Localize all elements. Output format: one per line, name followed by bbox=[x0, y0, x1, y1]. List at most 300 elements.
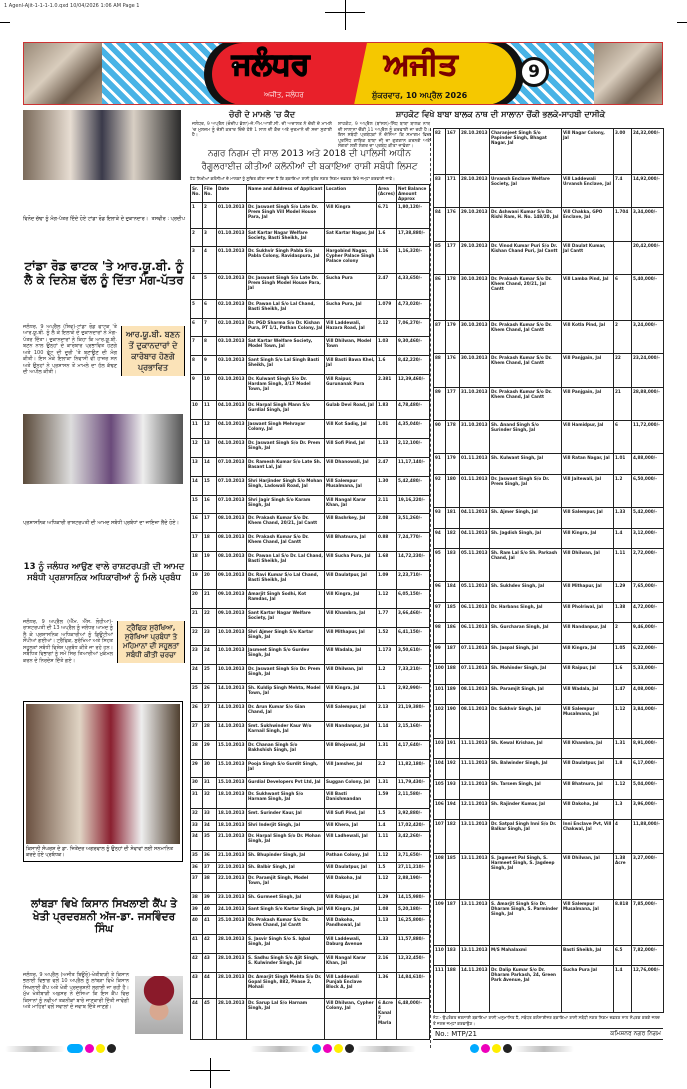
table-cell: 1.2 bbox=[614, 474, 632, 507]
table-cell: 1.38 Acre bbox=[614, 853, 632, 899]
table-row bbox=[434, 705, 664, 738]
masthead-logo bbox=[204, 42, 524, 105]
table-cell: 01.11.2013 bbox=[460, 474, 490, 507]
table-row bbox=[191, 202, 430, 228]
table-cell: 2 bbox=[614, 623, 632, 643]
table-cell: 1.704 bbox=[614, 208, 632, 241]
table-cell: 4,33,650/- bbox=[397, 273, 430, 299]
table-cell: Vill Kingra, Jal bbox=[325, 589, 377, 608]
table-cell: 87 bbox=[434, 321, 446, 354]
table-cell: 25 bbox=[203, 665, 217, 684]
notice-block bbox=[190, 148, 429, 1040]
table-cell: Vill Bhatnura, Jal bbox=[325, 533, 377, 552]
table-row bbox=[434, 421, 664, 454]
table-cell: Vill Dakoha, Jal bbox=[325, 874, 377, 893]
table-row bbox=[434, 779, 664, 799]
table-cell: 13.11.2013 bbox=[460, 820, 490, 853]
signatory: ਕਮਿਸ਼ਨਰ ਨਗਰ ਨਿਗਮ bbox=[610, 1030, 661, 1037]
table-cell: 6 bbox=[203, 299, 217, 318]
table-row bbox=[434, 738, 664, 758]
table-cell: 92 bbox=[434, 474, 446, 507]
table-cell: 1.4 bbox=[377, 820, 397, 832]
table-cell: Vill Hamidpur, Jal bbox=[562, 421, 614, 454]
table-cell: 26 bbox=[203, 684, 217, 703]
table-cell: 178 bbox=[446, 421, 460, 454]
table-row bbox=[191, 999, 430, 1040]
table-cell: 14,72,230/- bbox=[397, 552, 430, 571]
table-cell: 15.10.2013 bbox=[217, 778, 247, 790]
table-cell: 96 bbox=[434, 582, 446, 602]
table-cell: Vill Bhojowal, Jal bbox=[325, 740, 377, 759]
notice-block-right bbox=[433, 128, 663, 1040]
table-cell: 110 bbox=[434, 946, 446, 966]
table-cell: 1.3 bbox=[614, 800, 632, 820]
table-cell: 10 bbox=[191, 401, 203, 420]
table-cell: 187 bbox=[446, 643, 460, 663]
table-cell: 29.10.2013 bbox=[460, 208, 490, 241]
table-cell: 1.33 bbox=[614, 508, 632, 528]
table-cell: Vill Dakoha, Jal bbox=[562, 800, 614, 820]
table-cell: 35 bbox=[191, 851, 203, 863]
table-cell: 9,30,460/- bbox=[397, 337, 430, 356]
table-cell: 86 bbox=[434, 275, 446, 321]
table-cell: 33 bbox=[191, 820, 203, 832]
table-cell: 32 bbox=[203, 790, 217, 809]
table-cell: Vill Dhilwan, Jal bbox=[562, 549, 614, 582]
column-header: File No. bbox=[203, 184, 217, 202]
table-cell: 11.11.2013 bbox=[460, 738, 490, 758]
table-row bbox=[434, 175, 664, 208]
table-cell: Vill Ratan Nagar, Jal bbox=[562, 454, 614, 474]
table-cell: 01.11.2013 bbox=[460, 454, 490, 474]
table-row bbox=[191, 401, 430, 420]
table-cell: Dr. Kulwant Singh S/o Dr. Hardam Singh, 3/17 Model Town, Jal bbox=[247, 375, 325, 401]
table-cell: Dr. Ashwani Kumar S/o Dr. Rishi Ram, H. No. 148/20, Jal bbox=[490, 208, 562, 241]
table-cell: 18 bbox=[191, 552, 203, 571]
table-cell: 4,88,000/- bbox=[632, 454, 664, 474]
table-cell: 1.12 bbox=[614, 705, 632, 738]
column-divider bbox=[430, 128, 431, 1048]
table-cell: 2.12 bbox=[377, 318, 397, 337]
table-cell: 187 bbox=[446, 899, 460, 945]
table-cell: Sant Singh S/o Kartar Singh, Jal bbox=[247, 904, 325, 916]
table-cell: 3,50,610/- bbox=[397, 646, 430, 665]
pull-quote: ਟ੍ਰੈਫਿਕ ਸੁਰੱਖਿਆ, ਸੁਰੱਖਿਆ ਪ੍ਰਬੰਧਾਂ ਤੇ ਮਹਿਮਾਨਾਂ ਦੀ ਸਹੂਲਤਾਂ ਸਬੰਧੀ ਕੀਤੀ ਚਰਚਾ bbox=[117, 621, 185, 663]
table-cell: 07.10.2013 bbox=[217, 495, 247, 514]
table-cell: 9 bbox=[203, 356, 217, 375]
tagline: ਅਜੀਤ, ਜਲੰਧਰ bbox=[264, 91, 304, 99]
table-cell: 111 bbox=[434, 966, 446, 1013]
portrait-photo bbox=[133, 974, 185, 1036]
table-cell: Dr. Sukhvir Singh, Jal bbox=[490, 705, 562, 738]
table-cell: 04.10.2013 bbox=[217, 401, 247, 420]
table-row bbox=[191, 571, 430, 590]
table-cell: 6,22,000/- bbox=[632, 643, 664, 663]
table-row bbox=[434, 354, 664, 387]
table-cell: 44 bbox=[191, 999, 203, 1040]
table-cell: 2 bbox=[614, 321, 632, 354]
table-cell: 6,50,000/- bbox=[632, 474, 664, 507]
table-cell: 12 bbox=[191, 439, 203, 458]
table-cell: 6 bbox=[614, 421, 632, 454]
table-cell: 7,85,000/- bbox=[632, 899, 664, 945]
table-cell: Vill Pholriwal, Jal bbox=[562, 602, 614, 622]
table-cell: Sh. Jagdish Singh, Jal bbox=[490, 528, 562, 548]
photo-credit: ਤਸਵੀਰ : ਪ੍ਰਦੀਪ bbox=[151, 216, 185, 223]
table-row bbox=[191, 495, 430, 514]
table-row bbox=[191, 820, 430, 832]
table-cell: 14 bbox=[203, 457, 217, 476]
table-cell: 5 bbox=[191, 299, 203, 318]
table-cell: Vill Salempur Musalmana, Jal bbox=[562, 705, 614, 738]
table-cell: Dr. Jaswant Singh S/o Dr. Prem Singh, Jal bbox=[490, 474, 562, 507]
table-cell: Dr. Prakash Kumar S/o Dr. Khem Chand, Jal Cantt bbox=[490, 354, 562, 387]
table-cell: 1.77 bbox=[377, 608, 397, 627]
table-cell: Dr. Jaswant Singh S/o Late Dr. Prem Singh Model House Para, Jal bbox=[247, 273, 325, 299]
table-cell: Suggan Colony, Jal bbox=[325, 778, 377, 790]
table-cell: Sh. Tarsem Singh, Jal bbox=[490, 779, 562, 799]
table-cell: 109 bbox=[434, 899, 446, 945]
table-cell: Smt. Sukhwinder Kaur W/o Karnail Singh, Jal bbox=[247, 721, 325, 740]
table-cell: 27 bbox=[203, 703, 217, 722]
table-cell: Sh. Kewal Krishan, Jal bbox=[490, 738, 562, 758]
table-cell: 4,73,020/- bbox=[397, 299, 430, 318]
table-row bbox=[434, 474, 664, 507]
table-cell: Pathan Colony, Jal bbox=[325, 851, 377, 863]
table-cell: 5 bbox=[203, 273, 217, 299]
table-row bbox=[191, 514, 430, 533]
table-cell: Sh. Mohinder Singh, Jal bbox=[490, 664, 562, 684]
table-cell: 1.2 bbox=[377, 665, 397, 684]
table-cell: Vill Kingra, Jal bbox=[562, 643, 614, 663]
photo-caption: ਕਿਸਾਨੀ ਸੰਘਰਸ਼ ਦੇ ਡਾ. ਜਿਤੇਂਦਰ ਅਗਰਵਾਲ ਨੂੰ ਉਨ੍ਹਾਂ ਦੀ ਸੇਵਾਵਾਂ ਲਈ ਸਨਮਾਨਿਤ ਕਰਦੇ ਹੋਏ ਪ੍ਰਬੰਧਕ। bbox=[26, 845, 174, 859]
table-cell: Vill Laddewali Urvansh Enclave, Jal bbox=[562, 175, 614, 208]
table-cell: Shri Inderjit Singh, Jal bbox=[247, 820, 325, 832]
table-row bbox=[434, 966, 664, 1013]
table-cell: 5,04,000/- bbox=[632, 779, 664, 799]
table-cell: 6 bbox=[191, 318, 203, 337]
table-cell: 1.12 bbox=[377, 851, 397, 863]
building-photo-left bbox=[24, 43, 102, 105]
table-cell: 2.16 bbox=[377, 954, 397, 973]
table-cell: 16 bbox=[203, 495, 217, 514]
table-cell: 194 bbox=[446, 800, 460, 820]
table-cell: 42 bbox=[203, 935, 217, 954]
table-cell: Vill Daulat Kumar, Jal Cantt bbox=[562, 241, 614, 274]
table-cell: 1.47 bbox=[614, 684, 632, 704]
table-cell: 3,42,260/- bbox=[397, 832, 430, 851]
table-row bbox=[191, 337, 430, 356]
table-cell: 6 bbox=[614, 275, 632, 321]
table-cell: 1.8 bbox=[614, 759, 632, 779]
table-cell: 06.11.2013 bbox=[460, 602, 490, 622]
news-photo-felicitation bbox=[26, 704, 180, 844]
table-row bbox=[434, 208, 664, 241]
table-cell: 2.13 bbox=[377, 703, 397, 722]
table-cell: 6,05,150/- bbox=[397, 589, 430, 608]
table-row bbox=[191, 228, 430, 247]
table-cell: Shri Jagir Singh S/o Karam Singh, Jal bbox=[247, 495, 325, 514]
table-cell: 97 bbox=[434, 602, 446, 622]
table-cell: 22 bbox=[614, 354, 632, 387]
table-cell: 101 bbox=[434, 684, 446, 704]
headline-president-visit: 13 ਨੂੰ ਜਲੰਧਰ ਆਉਣ ਵਾਲੇ ਰਾਸ਼ਟਰਪਤੀ ਦੀ ਆਮਦ ਸਬੰਧੀ ਪ੍ਰਸ਼ਾਸਨਿਕ ਅਧਿਕਾਰੀਆਂ ਨੂੰ ਮਿਲੇ ਪ੍ਰਬੰਧ bbox=[23, 562, 185, 583]
table-cell: 45 bbox=[203, 999, 217, 1040]
table-cell: Dr. Harbans Singh, Jal bbox=[490, 602, 562, 622]
table-cell: 23 bbox=[191, 646, 203, 665]
table-cell: 3,92,880/- bbox=[397, 808, 430, 820]
table-cell: 1.36 bbox=[377, 972, 397, 998]
table-cell: 13.11.2013 bbox=[460, 946, 490, 966]
table-cell: Vill Nangal Karar Khan, Jal bbox=[325, 954, 377, 973]
table-cell: 3,84,000/- bbox=[632, 705, 664, 738]
table-cell: 1.29 bbox=[614, 582, 632, 602]
color-registration-bar bbox=[250, 1044, 416, 1053]
table-row bbox=[191, 808, 430, 820]
table-cell: Sat Kartar Welfare Society, Model Town, Jal bbox=[247, 337, 325, 356]
table-cell: 107 bbox=[434, 820, 446, 853]
table-cell: 181 bbox=[446, 508, 460, 528]
table-cell: 1.16 bbox=[377, 247, 397, 273]
table-cell: 99 bbox=[434, 643, 446, 663]
table-cell: 7,24,770/- bbox=[397, 533, 430, 552]
table-cell: 12,39,460/- bbox=[397, 375, 430, 401]
table-cell: 5,40,000/- bbox=[632, 275, 664, 321]
table-cell: 1.83 bbox=[377, 401, 397, 420]
table-cell: M/S Mahalaxmi bbox=[490, 946, 562, 966]
table-cell: 1.14 bbox=[377, 721, 397, 740]
table-cell: 14,15,980/- bbox=[397, 893, 430, 905]
table-cell: 6 Acre 4 Kanal 7 Marla bbox=[377, 999, 397, 1040]
table-cell: 1.38 bbox=[614, 602, 632, 622]
table-cell: 07.11.2013 bbox=[460, 664, 490, 684]
table-cell: 180 bbox=[446, 474, 460, 507]
table-row bbox=[434, 528, 664, 548]
table-cell: Vill Kot Sadiq, Jal bbox=[325, 420, 377, 439]
table-cell: 11,79,430/- bbox=[397, 778, 430, 790]
table-cell: 3,34,000/- bbox=[632, 208, 664, 241]
table-row bbox=[191, 790, 430, 809]
table-cell: 1.68 bbox=[377, 552, 397, 571]
table-row bbox=[191, 954, 430, 973]
table-cell: Dr. Dalip Kumar S/o Dr. Dharam Parkash, 24, Green Park Avenue, Jal bbox=[490, 966, 562, 1013]
table-cell: 01.10.2013 bbox=[217, 228, 247, 247]
notice-signoff bbox=[433, 1028, 663, 1040]
news-photo-memorandum bbox=[23, 110, 181, 180]
table-cell: Vill Dakoha, Pandhowal, Jal bbox=[325, 916, 377, 935]
logo-text-ajit: ਅਜੀਤ bbox=[384, 47, 458, 82]
photo-caption: ਵਿਨੋਦ ਚੱਢਾ ਨੂੰ ਮੰਗ-ਪੱਤਰ ਦਿੰਦੇ ਹੋਏ ਟਾਂਡਾ ਰੋਡ ਇਲਾਕੇ ਦੇ ਦੁਕਾਨਦਾਰ। bbox=[23, 216, 149, 223]
table-cell: Vill Nandanpur, Jal bbox=[325, 721, 377, 740]
table-cell: 08.11.2013 bbox=[460, 705, 490, 738]
table-cell: 26 bbox=[191, 703, 203, 722]
table-cell: 108 bbox=[434, 853, 446, 899]
table-cell: 14,84,610/- bbox=[397, 972, 430, 998]
table-cell: 15.10.2013 bbox=[217, 759, 247, 778]
table-cell: 39 bbox=[203, 893, 217, 905]
table-row bbox=[191, 778, 430, 790]
table-cell: 1.52 bbox=[377, 627, 397, 646]
table-cell: 16,25,800/- bbox=[397, 916, 430, 935]
table-row bbox=[434, 664, 664, 684]
table-cell: 7,82,000/- bbox=[632, 946, 664, 966]
table-cell: Urvansh Enclave Welfare Society, Jal bbox=[490, 175, 562, 208]
table-cell: 17,02,420/- bbox=[397, 820, 430, 832]
table-cell: Vill Daulatpur, Jal bbox=[325, 862, 377, 874]
table-cell: Amarjit Singh Sodhi, Kot Ramdas, Jal bbox=[247, 589, 325, 608]
table-cell: 03.10.2013 bbox=[217, 337, 247, 356]
table-cell: Dr. Arun Kumar S/o Gian Chand, Jal bbox=[247, 703, 325, 722]
table-cell: 7 bbox=[191, 337, 203, 356]
headline-baba-balak-nath: ਸ਼ਾਹਕੋਟ ਵਿਖੇ ਬਾਬਾ ਬਾਲਕ ਨਾਥ ਦੀ ਸਾਲਾਨਾ ਚੌਂਕੀ ਭਲਕੇ-ਸਾਹਬੀ ਦਾਸੀਕੇ bbox=[395, 110, 606, 119]
table-cell: 12.11.2013 bbox=[460, 800, 490, 820]
table-cell: 13 bbox=[203, 439, 217, 458]
table-row bbox=[191, 721, 430, 740]
table-cell: 08.10.2013 bbox=[217, 533, 247, 552]
table-cell: 1.12 bbox=[377, 589, 397, 608]
table-cell: 93 bbox=[434, 508, 446, 528]
table-cell: 1.31 bbox=[377, 778, 397, 790]
table-cell: 1.1 bbox=[377, 684, 397, 703]
table-cell: Vill Kingra bbox=[325, 202, 377, 228]
table-cell: 182 bbox=[446, 528, 460, 548]
table-cell: Gulab Devi Road, Jal bbox=[325, 401, 377, 420]
table-cell: Dr. Pawan Lal S/o Lal Chand, Basti Sheikh, Jal bbox=[247, 299, 325, 318]
table-row bbox=[191, 862, 430, 874]
table-cell: 09.10.2013 bbox=[217, 571, 247, 590]
table-cell: 1.11 bbox=[614, 549, 632, 582]
table-cell: 12 bbox=[203, 420, 217, 439]
table-cell: 28.10.2013 bbox=[217, 972, 247, 998]
table-cell: 184 bbox=[446, 582, 460, 602]
table-cell: 7 bbox=[203, 318, 217, 337]
table-cell: 90 bbox=[434, 421, 446, 454]
table-cell: 28 bbox=[191, 740, 203, 759]
table-cell: 2,11,580/- bbox=[397, 790, 430, 809]
table-cell: 39 bbox=[191, 904, 203, 916]
table-cell: 100 bbox=[434, 664, 446, 684]
table-cell: 16 bbox=[191, 514, 203, 533]
table-row bbox=[191, 627, 430, 646]
table-cell: Dr. Pawan Lal S/o Dr. Lal Chand, Basti Sheikh, Jal bbox=[247, 552, 325, 571]
table-row bbox=[191, 608, 430, 627]
table-cell: 06.11.2013 bbox=[460, 623, 490, 643]
table-cell: 22 bbox=[191, 627, 203, 646]
article-body bbox=[23, 972, 185, 1038]
table-cell: 176 bbox=[446, 354, 460, 387]
table-cell: 01.10.2013 bbox=[217, 247, 247, 273]
left-column bbox=[23, 110, 185, 1038]
table-cell: 2.08 bbox=[377, 514, 397, 533]
table-cell: 17 bbox=[191, 533, 203, 552]
table-cell: 09.10.2013 bbox=[217, 608, 247, 627]
crop-mark bbox=[0, 22, 10, 23]
table-cell: Vill Ladhewali, Jal bbox=[325, 832, 377, 851]
color-registration-bar bbox=[470, 1044, 574, 1053]
table-cell: Basti Sheikh, Jal bbox=[562, 946, 614, 966]
table-row bbox=[191, 972, 430, 998]
table-row bbox=[191, 893, 430, 905]
table-row bbox=[434, 454, 664, 474]
table-cell: 04.11.2013 bbox=[460, 528, 490, 548]
article-body: ਜਲੰਧਰ, 9 ਅਪ੍ਰੈਲ (ਚੰਦੀਪ ਭੱਲਾ)-ਜੇ.ਐੱਮ.ਆਈ.ਸੀ. ਦੀ ਅਦਾਲਤ ਨੇ ਚੋਰੀ ਦੇ ਮਾਮਲੇ 'ਚ ਮੁਲਜ਼ਮ ਨੂੰ ਦੋਸ਼ੀ ਕਰਾਰ ਦਿੰਦੇ ਹੋਏ 1 ਸਾਲ ਦੀ ਕੈਦ ਅਤੇ ਜੁਰਮਾਨੇ ਦੀ ਸਜ਼ਾ ਸੁਣਾਈ ਹੈ। bbox=[192, 122, 332, 139]
table-cell: Sat Kartar Nagar Welfare Society, Basti Sheikh, Jal bbox=[247, 228, 325, 247]
table-cell: Vill Panjgain, Jal bbox=[562, 387, 614, 420]
table-cell: Sh. Ram Lal S/o Sh. Parkash Chand, Jal bbox=[490, 549, 562, 582]
table-cell: 1.31 bbox=[377, 740, 397, 759]
table-cell: 2.47 bbox=[377, 273, 397, 299]
table-cell: Sucha Pura bbox=[325, 273, 377, 299]
table-row bbox=[434, 241, 664, 274]
table-cell: 11,17,140/- bbox=[397, 457, 430, 476]
notice-table-left bbox=[190, 184, 429, 1041]
table-row bbox=[434, 853, 664, 899]
table-cell: 24,32,000/- bbox=[632, 129, 664, 175]
table-row bbox=[191, 759, 430, 778]
table-cell: 07.11.2013 bbox=[460, 643, 490, 663]
table-cell: Vill Laddewali, Daburg Avenue bbox=[325, 935, 377, 954]
table-cell: 32 bbox=[191, 808, 203, 820]
table-cell: 188 bbox=[446, 966, 460, 1013]
table-cell: 23.10.2013 bbox=[217, 893, 247, 905]
table-cell: 95 bbox=[434, 549, 446, 582]
table-cell: 167 bbox=[446, 129, 460, 175]
table-cell: Sh. Kulwant Singh, Jal bbox=[490, 454, 562, 474]
table-row bbox=[191, 273, 430, 299]
table-cell: 11,82,180/- bbox=[397, 759, 430, 778]
article-text: ਜਲੰਧਰ, 9 ਅਪ੍ਰੈਲ (ਐੱਮ. ਐੱਸ. ਲੋਹੀਆ)-ਰਾਸ਼ਟਰਪਤੀ ਦੀ 13 ਅਪ੍ਰੈਲ ਨੂੰ ਜਲੰਧਰ ਆਮਦ ਨੂੰ ਲੈ ਕੇ ਪ੍ਰਸ਼ਾਸਨਿਕ ਅਧਿਕਾਰੀਆਂ ਨੂੰ ਡਿਊਟੀਆਂ ਸੌਂਪੀਆਂ ਗਈਆਂ। ਟ੍ਰੈਫਿਕ, ਸੁਰੱਖਿਆ ਅਤੇ ਸਿਹਤ ਸਹੂਲਤਾਂ ਸਬੰਧੀ ਵਿਸ਼ੇਸ਼ ਪ੍ਰਬੰਧ ਕੀਤੇ ਜਾ ਰਹੇ ਹਨ। ਸਬੰਧਿਤ ਵਿਭਾਗਾਂ ਨੂੰ ਸਮੇਂ ਸਿਰ ਤਿਆਰੀਆਂ ਮੁਕੰਮਲ ਕਰਨ ਦੇ ਨਿਰਦੇਸ਼ ਦਿੱਤੇ ਗਏ। bbox=[23, 618, 113, 664]
table-cell: Sh. Balbir Singh, Jal bbox=[247, 862, 325, 874]
table-row bbox=[191, 935, 430, 954]
table-cell: 1.59 bbox=[377, 790, 397, 809]
table-cell: 11 bbox=[191, 420, 203, 439]
column-header: Name and Address of Applicant bbox=[247, 184, 325, 202]
notice-table-right bbox=[433, 128, 663, 1013]
table-cell: 89 bbox=[434, 387, 446, 420]
table-cell: 31 bbox=[203, 778, 217, 790]
table-row bbox=[434, 800, 664, 820]
table-row bbox=[434, 582, 664, 602]
table-cell: Vill Dhilwan, Jal bbox=[562, 853, 614, 899]
table-cell: 37 bbox=[191, 874, 203, 893]
article-body bbox=[23, 619, 185, 665]
table-row bbox=[191, 665, 430, 684]
table-cell: 1.03 bbox=[377, 337, 397, 356]
table-cell: 37 bbox=[203, 862, 217, 874]
table-cell: 3.00 bbox=[614, 129, 632, 175]
table-cell: 19 bbox=[191, 571, 203, 590]
table-cell: 24 bbox=[191, 665, 203, 684]
table-cell: Vill Dhilwan, Jal bbox=[325, 665, 377, 684]
table-cell: 1.12 bbox=[377, 874, 397, 893]
table-cell: Charanjeet Singh S/o Papinder Singh, Bhagat Nagar, Jal bbox=[490, 129, 562, 175]
table-cell: 6.71 bbox=[377, 202, 397, 228]
table-cell: 3,27,000/- bbox=[632, 853, 664, 899]
headline-tanda-road: ਟਾਂਡਾ ਰੋਡ ਫਾਟਕ 'ਤੇ ਆਰ.ਯੂ.ਬੀ. ਨੂੰ ਲੈ ਕੇ ਦਿਨੇਸ਼ ਢੱਲ ਨੂੰ ਦਿੱਤਾ ਮੰਗ-ਪੱਤਰ bbox=[24, 258, 184, 288]
table-cell: 183 bbox=[446, 549, 460, 582]
table-cell: 22.10.2013 bbox=[217, 874, 247, 893]
table-cell: 1.4 bbox=[614, 966, 632, 1013]
table-cell: Sucha Pura Jal bbox=[562, 966, 614, 1013]
table-cell: 27,11,210/- bbox=[397, 862, 430, 874]
table-cell: 7,65,000/- bbox=[632, 582, 664, 602]
table-cell: 04.10.2013 bbox=[217, 439, 247, 458]
table-cell: 11,57,880/- bbox=[397, 935, 430, 954]
table-cell: 27 bbox=[191, 721, 203, 740]
table-cell: Vill Kingra, Jal bbox=[325, 684, 377, 703]
table-cell: 1.4 bbox=[614, 528, 632, 548]
table-cell: Dr. Prakash Kumar S/o Dr. Khem Chand, 20/21, Jal Cantt bbox=[247, 514, 325, 533]
